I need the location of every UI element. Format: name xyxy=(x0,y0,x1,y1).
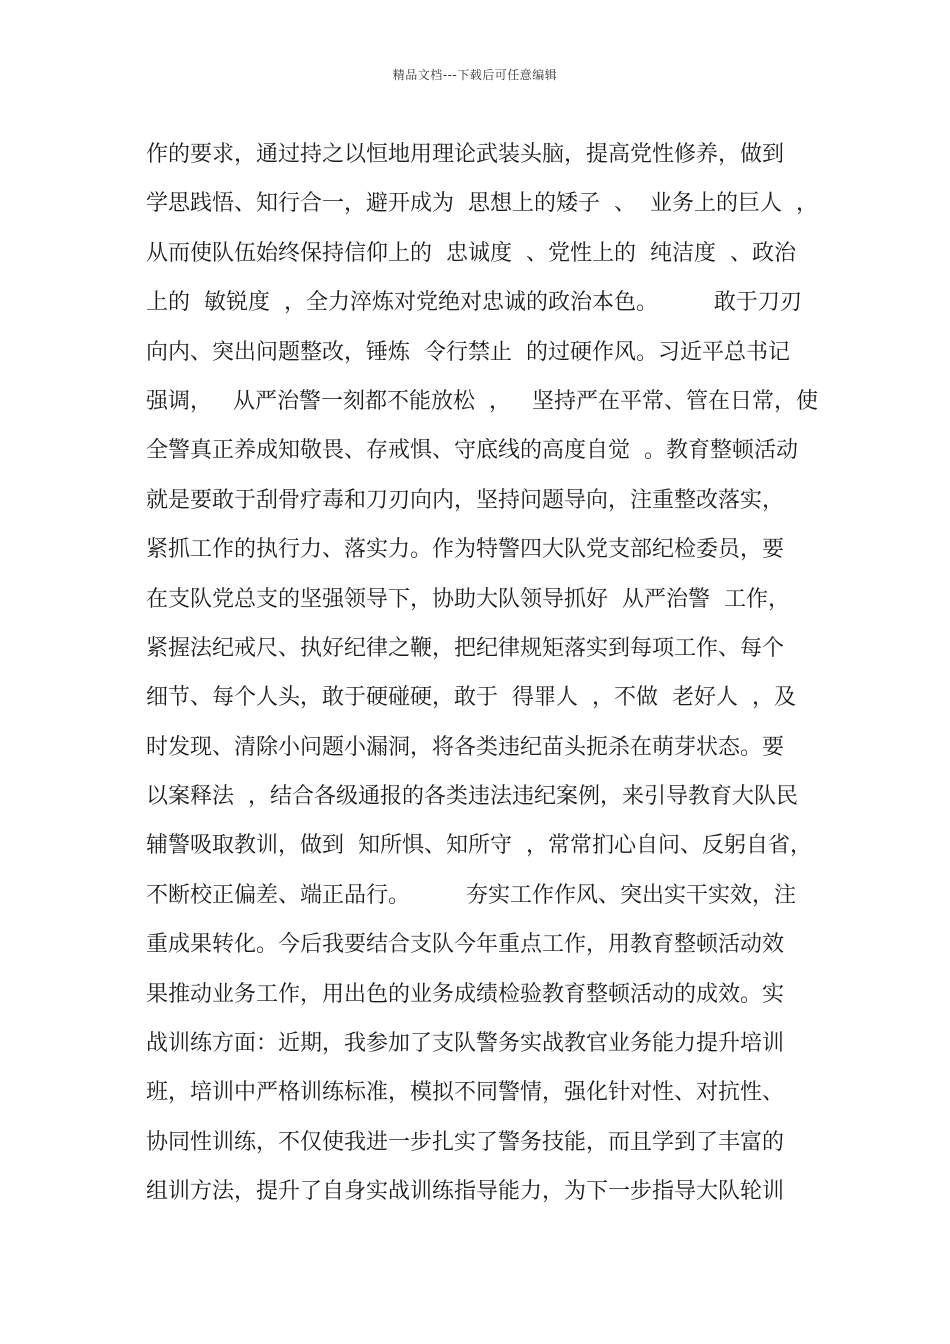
text-line: 细节、每个人头，敢于硬碰硬，敢于 得罪人 ，不做 老好人 ，及 xyxy=(146,685,796,711)
text-line: 学思践悟、知行合一，避开成为 思想上的矮子 、 业务上的巨人 ， xyxy=(146,191,818,217)
text-line: 全警真正养成知敬畏、存戒惧、守底线的高度自觉 。教育整顿活动 xyxy=(146,438,798,464)
text-line: 就是要敢于刮骨疗毒和刀刃向内，坚持问题导向，注重整改落实， xyxy=(146,487,785,513)
text-line: 果推动业务工作，用出色的业务成绩检验教育整顿活动的成效。实 xyxy=(146,981,785,1007)
text-line: 从而使队伍始终保持信仰上的 忠诚度 、党性上的 纯洁度 、政治 xyxy=(146,240,796,266)
text-line: 重成果转化。今后我要结合支队今年重点工作，用教育整顿活动效 xyxy=(146,932,785,958)
text-line: 组训方法，提升了自身实战训练指导能力，为下一步指导大队轮训 xyxy=(146,1179,785,1205)
text-line: 紧抓工作的执行力、落实力。作为特警四大队党支部纪检委员，要 xyxy=(146,537,785,563)
text-line: 班，培训中严格训练标准，模拟不同警情，强化针对性、对抗性、 xyxy=(146,1080,785,1106)
text-line: 协同性训练，不仅使我进一步扎实了警务技能，而且学到了丰富的 xyxy=(146,1129,785,1155)
text-line: 不断校正偏差、端正品行。 夯实工作作风、突出实干实效，注 xyxy=(146,882,796,908)
text-line: 战训练方面：近期，我参加了支队警务实战教官业务能力提升培训 xyxy=(146,1031,785,1057)
text-line: 在支队党总支的坚强领导下，协助大队领导抓好 从严治警 工作， xyxy=(146,586,790,612)
text-line: 强调， 从严治警一刻都不能放松 ， 坚持严在平常、管在日常，使 xyxy=(146,388,818,414)
text-line: 向内、突出问题整改，锤炼 令行禁止 的过硬作风。习近平总书记 xyxy=(146,339,790,365)
page-header: 精品文档---下载后可任意编辑 xyxy=(392,68,558,82)
text-line: 作的要求，通过持之以恒地用理论武装头脑，提高党性修养，做到 xyxy=(146,142,785,167)
text-line: 时发现、清除小问题小漏洞，将各类违纪苗头扼杀在萌芽状态。要 xyxy=(146,734,785,760)
text-line: 辅警吸取教训，做到 知所惧、知所守 ，常常扪心自问、反躬自省， xyxy=(146,833,812,859)
text-line: 上的 敏锐度 ，全力淬炼对党绝对忠诚的政治本色。 敢于刀刃 xyxy=(146,290,802,316)
text-line: 以案释法 ，结合各级通报的各类违法违纪案例，来引导教育大队民 xyxy=(146,784,798,810)
text-line: 紧握法纪戒尺、执好纪律之鞭，把纪律规矩落实到每项工作、每个 xyxy=(146,635,785,661)
body-text xyxy=(146,130,826,1217)
